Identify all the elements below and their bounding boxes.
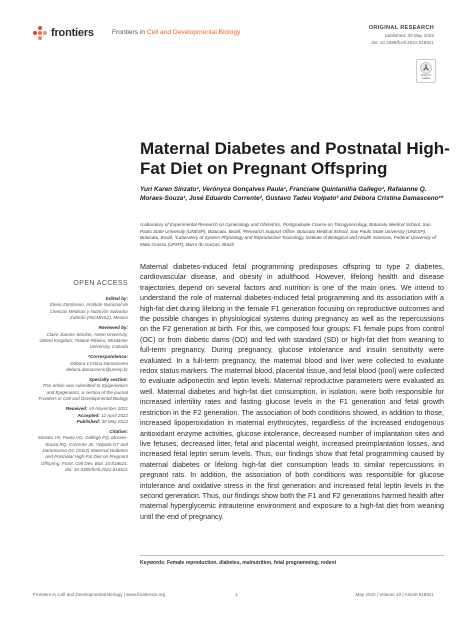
footer-journal-link[interactable]: Frontiers in Cell and Developmental Biology | www.frontiersin.org (33, 592, 166, 597)
published-value: 30 May 2022 (101, 418, 128, 424)
article-meta (369, 25, 434, 46)
reviewed-by-value: Claire Joanne Stocker, Aston University, United Kingdom; Tatiane Ribeiro, McMaster University, Canada (39, 331, 128, 350)
citation-value[interactable]: Sinzato YK, Paula VG, Gallego FQ, Moraes-Souza RQ, Corrente JE, Volpato GT and Damasceno DC (2022) Maternal Diabetes and Postnatal High-Fat Diet on Pregnant Offspring. Front. Cell Dev. Biol. 10:818621. doi: 10.3389/fcell.2022.818621 (37, 435, 128, 473)
article-info-sidebar (36, 296, 128, 477)
abstract-text: Maternal diabetes-induced fetal programming predisposes offspring to type 2 diabetes, cardiovascular disease, and obesity in adulthood. However, lifelong health and disease trajectories depend on several factors and nutrition is one of the main ones. We intend to understand the role of maternal diabetes-induced fetal programming and its association with a high-fat diet during lifelong in the female F1 generation focusing on reproductive outcomes and the possible changes in physiological systems during pregnancy as well as the repercussions on the F2 generation at birth. For this, we composed four groups: F1 female pups from control (OC) or from diabetic dams (OD) and fed with standard (SD) or high-fat diet from weaning to full-term pregnancy. During pregnancy, glucose intolerance and insulin sensitivity were evaluated. In a full-term pregnancy, the maternal blood and liver were collected to evaluate redox status markers. The maternal blood, placental tissue, and fetal blood (pool) were collected to evaluate adiponectin and leptin levels. Maternal reproductive parameters were evaluated as well. Maternal diabetes and high-fat diet consumption, in isolation, were both responsible for increased infertility rates and fasting glucose levels in the F1 generation and fetal growth restriction in the F2 generation. The association of both conditions showed, in addition to those, increased lipoperoxidation in maternal erythrocytes, regardless of the increased endogenous antioxidant enzyme activities, glucose intolerance, decreased number of implantation sites and live fetuses, decreased litter, fetal and placental weight, increased preimplantation losses, and increased fetal leptin serum levels. Thus, our findings show that fetal programming caused by maternal diabetes or lifelong high-fat diet consumption leads to similar repercussions in pregnant rats. In addition, the association of both conditions was responsible for glucose intolerance and oxidative stress in the first generation and increased fetal leptin levels in the second generation. Thus, our findings show both the F1 and F2 generations harmed health after maternal hyperglycemic intrauterine environment and exposure to a high-fat diet from weaning until the end of pregnancy. (140, 263, 444, 521)
correspondence-section (36, 354, 128, 373)
accepted-label: Accepted: (77, 412, 100, 418)
journal-line[interactable] (112, 29, 240, 36)
keywords-divider (140, 555, 444, 556)
citation-label: Citation: (109, 428, 128, 434)
received-value: 19 November 2021 (88, 406, 128, 412)
journal-prefix: Frontiers in (112, 29, 145, 36)
correspondence-label: *Correspondence: (88, 354, 128, 360)
open-access-label: OPEN ACCESS (73, 280, 128, 287)
article-title: Maternal Diabetes and Postnatal High-Fat Diet on Pregnant Offspring (140, 139, 450, 178)
published-date: published: 30 May 2022 (385, 33, 434, 38)
edited-by-section (36, 296, 128, 322)
specialty-section (36, 377, 128, 403)
footer-issue-info: May 2022 | Volume 10 | Article 818621 (355, 592, 434, 597)
affiliations: ¹Laboratory of Experimental Research on Gynecology and Obstetrics, Postgraduate Course on Tocogynecology, Botucatu Medical School, Sao Paulo State University (UNESP), Botucatu, Brazil, ²Research Support Office, Botucatu Medical School, Sao Paulo State University (UNESP), Botucatu, Brazil, ³Laboratory of System Physiology and Reproductive Toxicology, Institute of Biological and Health Sciences, Federal University of Mato Grosso (UFMT), Barra do Garças, Brazil (140, 222, 436, 248)
logo-wordmark: frontiers (51, 27, 94, 39)
check-updates-label: Check for updates (420, 74, 432, 80)
footer-page-number: 1 (235, 592, 238, 597)
keywords-line (140, 560, 444, 566)
specialty-label: Specialty section: (88, 376, 128, 382)
frontiers-logo[interactable] (33, 26, 94, 40)
published-label: Published: (76, 418, 101, 424)
frontiers-logo-icon (33, 26, 47, 40)
check-updates-icon (420, 62, 432, 74)
published-date-sidebar (36, 419, 128, 425)
reviewed-by-label: Reviewed by: (98, 325, 128, 331)
edited-by-value: Elena Zambrano, Instituto Nacional de Ciencias Médicas y Nutrición Salvador Zubirán (INCMNSZ), Mexico (49, 302, 128, 321)
reviewed-by-section (36, 325, 128, 351)
specialty-value: This article was submitted to Epigenomics and Epigenetics, a section of the journal Frontiers in Cell and Developmental Biology (38, 383, 128, 402)
check-for-updates-button[interactable] (416, 59, 436, 83)
keywords-label: Keywords: (140, 560, 166, 566)
citation-section (36, 429, 128, 474)
article-type: ORIGINAL RESEARCH (368, 25, 434, 31)
received-label: Received: (65, 406, 88, 412)
author-list[interactable]: Yuri Karen Sinzato¹, Verônyca Gonçalves Paula¹, Franciane Quintanilha Gallego¹, Rafaianne Q. Moraes-Souza¹, José Eduardo Corrente², Gustavo Tadeu Volpato³ and Débora Cristina Damasceno¹* (140, 186, 444, 203)
doi[interactable]: doi: 10.3389/fcell.2022.818621 (371, 40, 434, 45)
journal-name[interactable]: Cell and Developmental Biology (146, 29, 241, 36)
dates-section (36, 406, 128, 425)
edited-by-label: Edited by: (105, 296, 128, 301)
correspondence-value[interactable]: Débora Cristina Damasceno debora.damasceno@unesp.br (66, 360, 128, 373)
accepted-value: 12 April 2022 (101, 412, 128, 418)
keywords-value: Female reproduction, diabetes, malnutrition, fetal programming, rodent (166, 560, 337, 566)
